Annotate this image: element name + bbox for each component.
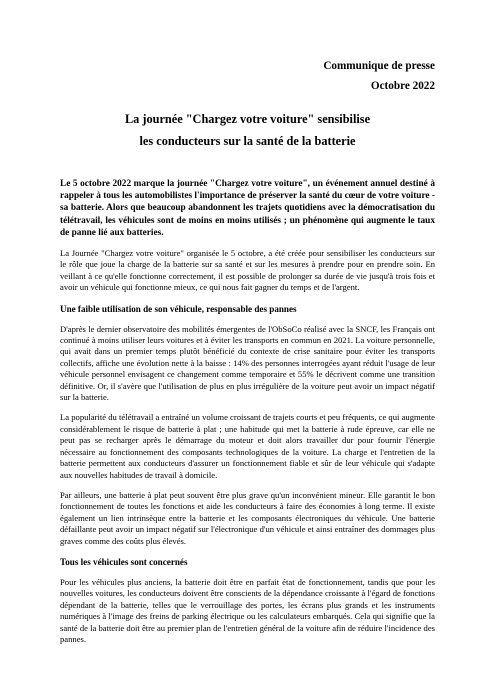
body-paragraph-telework: La popularité du télétravail a entraîné un volume croissant de trajets courts et peu fréquents, ce qui augmente considérablement le risque de batterie à plat ; une habitude qui met la batterie à rude épreuve, car elle ne peut pas se recharger après le démarrage du moteur et doit alors travailler dur pour fournir l'énergie nécessaire au fonctionnement des composants technologiques de la voiture. La charge et l'entretien de la batterie permettent aux conducteurs d'assurer un fonctionnement fiable et sûr de leur véhicule qui s'adapte aux nouvelles habitudes de travail à domicile. [60, 412, 435, 480]
document-type: Communique de presse [323, 60, 435, 72]
body-paragraph-flat-battery: Par ailleurs, une batterie à plat peut souvent être plus grave qu'un inconvénient mineur. Elle garantit le bon fonctionnement de toutes les fonctions et aide les conducteurs à faire des économies à long terme. Il existe également un lien intrinsèque entre la batterie et les composants électroniques du véhicule. Une batterie défaillante peut avoir un impact négatif sur l'électronique d'un véhicule et ainsi entraîner des dommages plus graves comme des coûts plus élevés. [60, 489, 435, 546]
page-title [60, 108, 435, 152]
section-heading-usage: Une faible utilisation de son véhicule, responsable des pannes [60, 303, 297, 314]
body-paragraph-vehicles: Pour les véhicules plus anciens, la batterie doit être en parfait état de fonctionnement, tandis que pour les nouvelles voitures, les conducteurs doivent être conscients de la dépendance croissante à l'égard de fonctions dépendant de la batterie, telles que le verrouillage des portes, les écrans plus grands et les instruments numériques à l'image des freins de parking électrique ou les calculateurs embarqués. Cela qui signifie que la santé de la batterie doit être au premier plan de l'entretien général de la voiture afin de réduire l'incidence des pannes. [60, 576, 435, 644]
document-header [60, 56, 435, 96]
body-paragraph-observatory: D'après le dernier observatoire des mobilités émergentes de l'ObSoCo réalisé avec la SNCF, les Français ont continué à moins utiliser leurs voitures et à éviter les transports en commun en 2021. La voiture personnelle, qui avait dans un premier temps plutôt bénéficié du contexte de crise sanitaire pour éviter les transports collectifs, affiche une évolution nette à la baisse : 14% des personnes interrogées ayant réduit l'usage de leur véhicule personnel envisagent ce changement comme temporaire et 55% le décrivent comme une transition définitive. Or, il s'avère que l'utilisation de plus en plus irrégulière de la voiture peut avoir un impact négatif sur la batterie. [60, 323, 435, 403]
body-paragraph-intro: La Journée "Chargez votre voiture" organisée le 5 octobre, a été créée pour sensibiliser les conducteurs sur le rôle que joue la charge de la batterie sur sa santé et sur les mesures à prendre pour en prendre soin. En veillant à ce qu'elle fonctionne correctement, il est possible de prolonger sa durée de vie jusqu'à trois fois et avoir un véhicule qui fonctionne mieux, ce qui nous fait gagner du temps et de l'argent. [60, 248, 435, 293]
section-heading-all-vehicles: Tous les véhicules sont concernés [60, 556, 188, 567]
title-line-2: les conducteurs sur la santé de la batterie [139, 134, 356, 148]
lead-paragraph: Le 5 octobre 2022 marque la journée "Chargez votre voiture", un événement annuel destiné à rappeler à tous les automobilistes l'importance de préserver la santé du cœur de votre voiture - sa batterie. Alors que beaucoup abandonnent les trajets quotidiens avec la démocratisation du télétravail, les véhicules sont de moins en moins utilisés ; un phénomène qui augmente le taux de panne lié aux batteries. [60, 179, 435, 238]
title-line-1: La journée "Chargez votre voiture" sensibilise [124, 112, 371, 126]
document-date: Octobre 2022 [370, 80, 435, 92]
